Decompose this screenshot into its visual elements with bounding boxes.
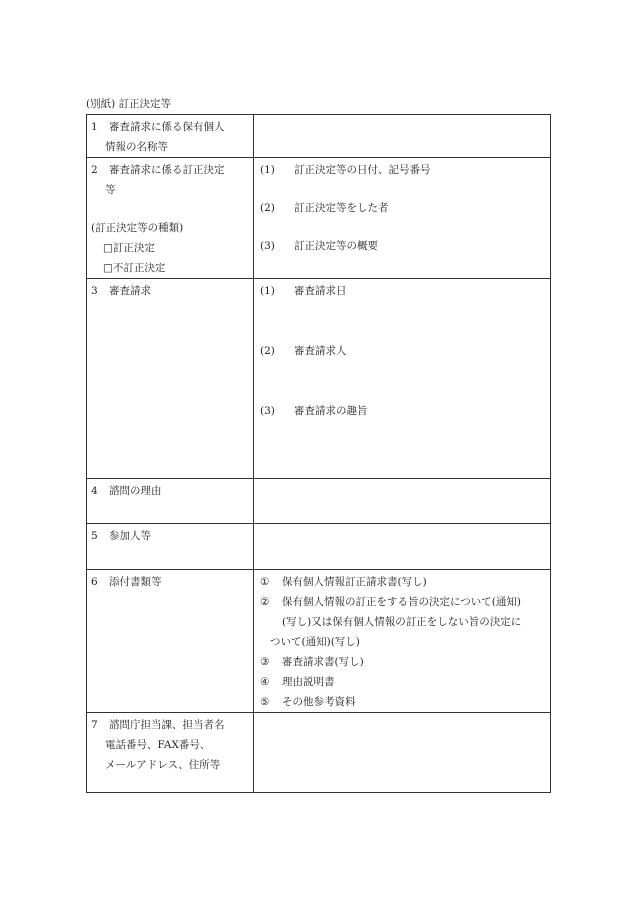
table-row-3 (87, 279, 551, 479)
form-table (86, 114, 551, 793)
row4-label-cell (87, 479, 254, 524)
attachment-2-line3: ついて(通知)(写し) (270, 636, 360, 648)
attachment-5: ⑤ その他参考資料 (260, 696, 356, 708)
row6-number: 6 (91, 576, 98, 588)
row5-label: 参加人等 (109, 530, 151, 542)
row1-number: 1 (91, 121, 98, 133)
row7-number: 7 (91, 719, 98, 731)
table-row-7 (87, 713, 551, 793)
row3-number: 3 (91, 285, 98, 297)
row6-label: 添付書類等 (109, 576, 162, 588)
row2-value-cell (254, 158, 551, 279)
row3-value-cell (254, 279, 551, 479)
row2-label-line1: 審査請求に係る訂正決定 (109, 164, 225, 176)
page-heading: (別紙) 訂正決定等 (86, 98, 172, 110)
non-correction-decision-checkbox[interactable]: □不訂正決定 (103, 262, 166, 274)
correction-decision-checkbox[interactable]: □訂正決定 (103, 242, 155, 254)
row2-item-3: (3) 訂正決定等の概要 (260, 240, 378, 252)
row7-label-line2: 電話番号、FAX番号、 (105, 739, 211, 751)
attachment-1: ① 保有個人情報訂正請求書(写し) (260, 576, 427, 588)
row7-label-cell (87, 713, 254, 793)
row4-label: 諮問の理由 (109, 485, 162, 497)
row3-label: 審査請求 (109, 285, 151, 297)
table-row-2 (87, 158, 551, 279)
row2-label-line2: 等 (105, 184, 116, 196)
row5-number: 5 (91, 530, 98, 542)
row5-value-cell (254, 524, 551, 570)
row3-item-1: (1) 審査請求日 (260, 285, 347, 297)
table-row-4 (87, 479, 551, 524)
row7-value-cell (254, 713, 551, 793)
decision-type-title: (訂正決定等の種類) (91, 222, 184, 234)
row2-item-1: (1) 訂正決定等の日付、記号番号 (260, 164, 431, 176)
row6-label-cell (87, 570, 254, 713)
attachment-2-line2: (写し)又は保有個人情報の訂正をしない旨の決定に (282, 616, 522, 628)
attachment-2: ② 保有個人情報の訂正をする旨の決定について(通知) (260, 596, 521, 608)
row7-label-line1: 諮問庁担当課、担当者名 (109, 719, 225, 731)
row4-value-cell (254, 479, 551, 524)
table-row-5 (87, 524, 551, 570)
row1-label-line2: 情報の名称等 (105, 141, 168, 153)
row1-label-cell (87, 115, 254, 158)
row3-item-3: (3) 審査請求の趣旨 (260, 405, 368, 417)
row3-item-2: (2) 審査請求人 (260, 345, 347, 357)
attachment-4: ④ 理由説明書 (260, 676, 335, 688)
row1-label-line1: 審査請求に係る保有個人 (109, 121, 225, 133)
attachment-3: ③ 審査請求書(写し) (260, 656, 364, 668)
row7-label-line3: メールアドレス、住所等 (105, 759, 221, 771)
table-row-6 (87, 570, 551, 713)
table-row-1 (87, 115, 551, 158)
row2-number: 2 (91, 164, 98, 176)
row4-number: 4 (91, 485, 98, 497)
row5-label-cell (87, 524, 254, 570)
row2-item-2: (2) 訂正決定等をした者 (260, 202, 389, 214)
row3-label-cell (87, 279, 254, 479)
row6-value-cell (254, 570, 551, 713)
row1-value-cell (254, 115, 551, 158)
row2-label-cell (87, 158, 254, 279)
